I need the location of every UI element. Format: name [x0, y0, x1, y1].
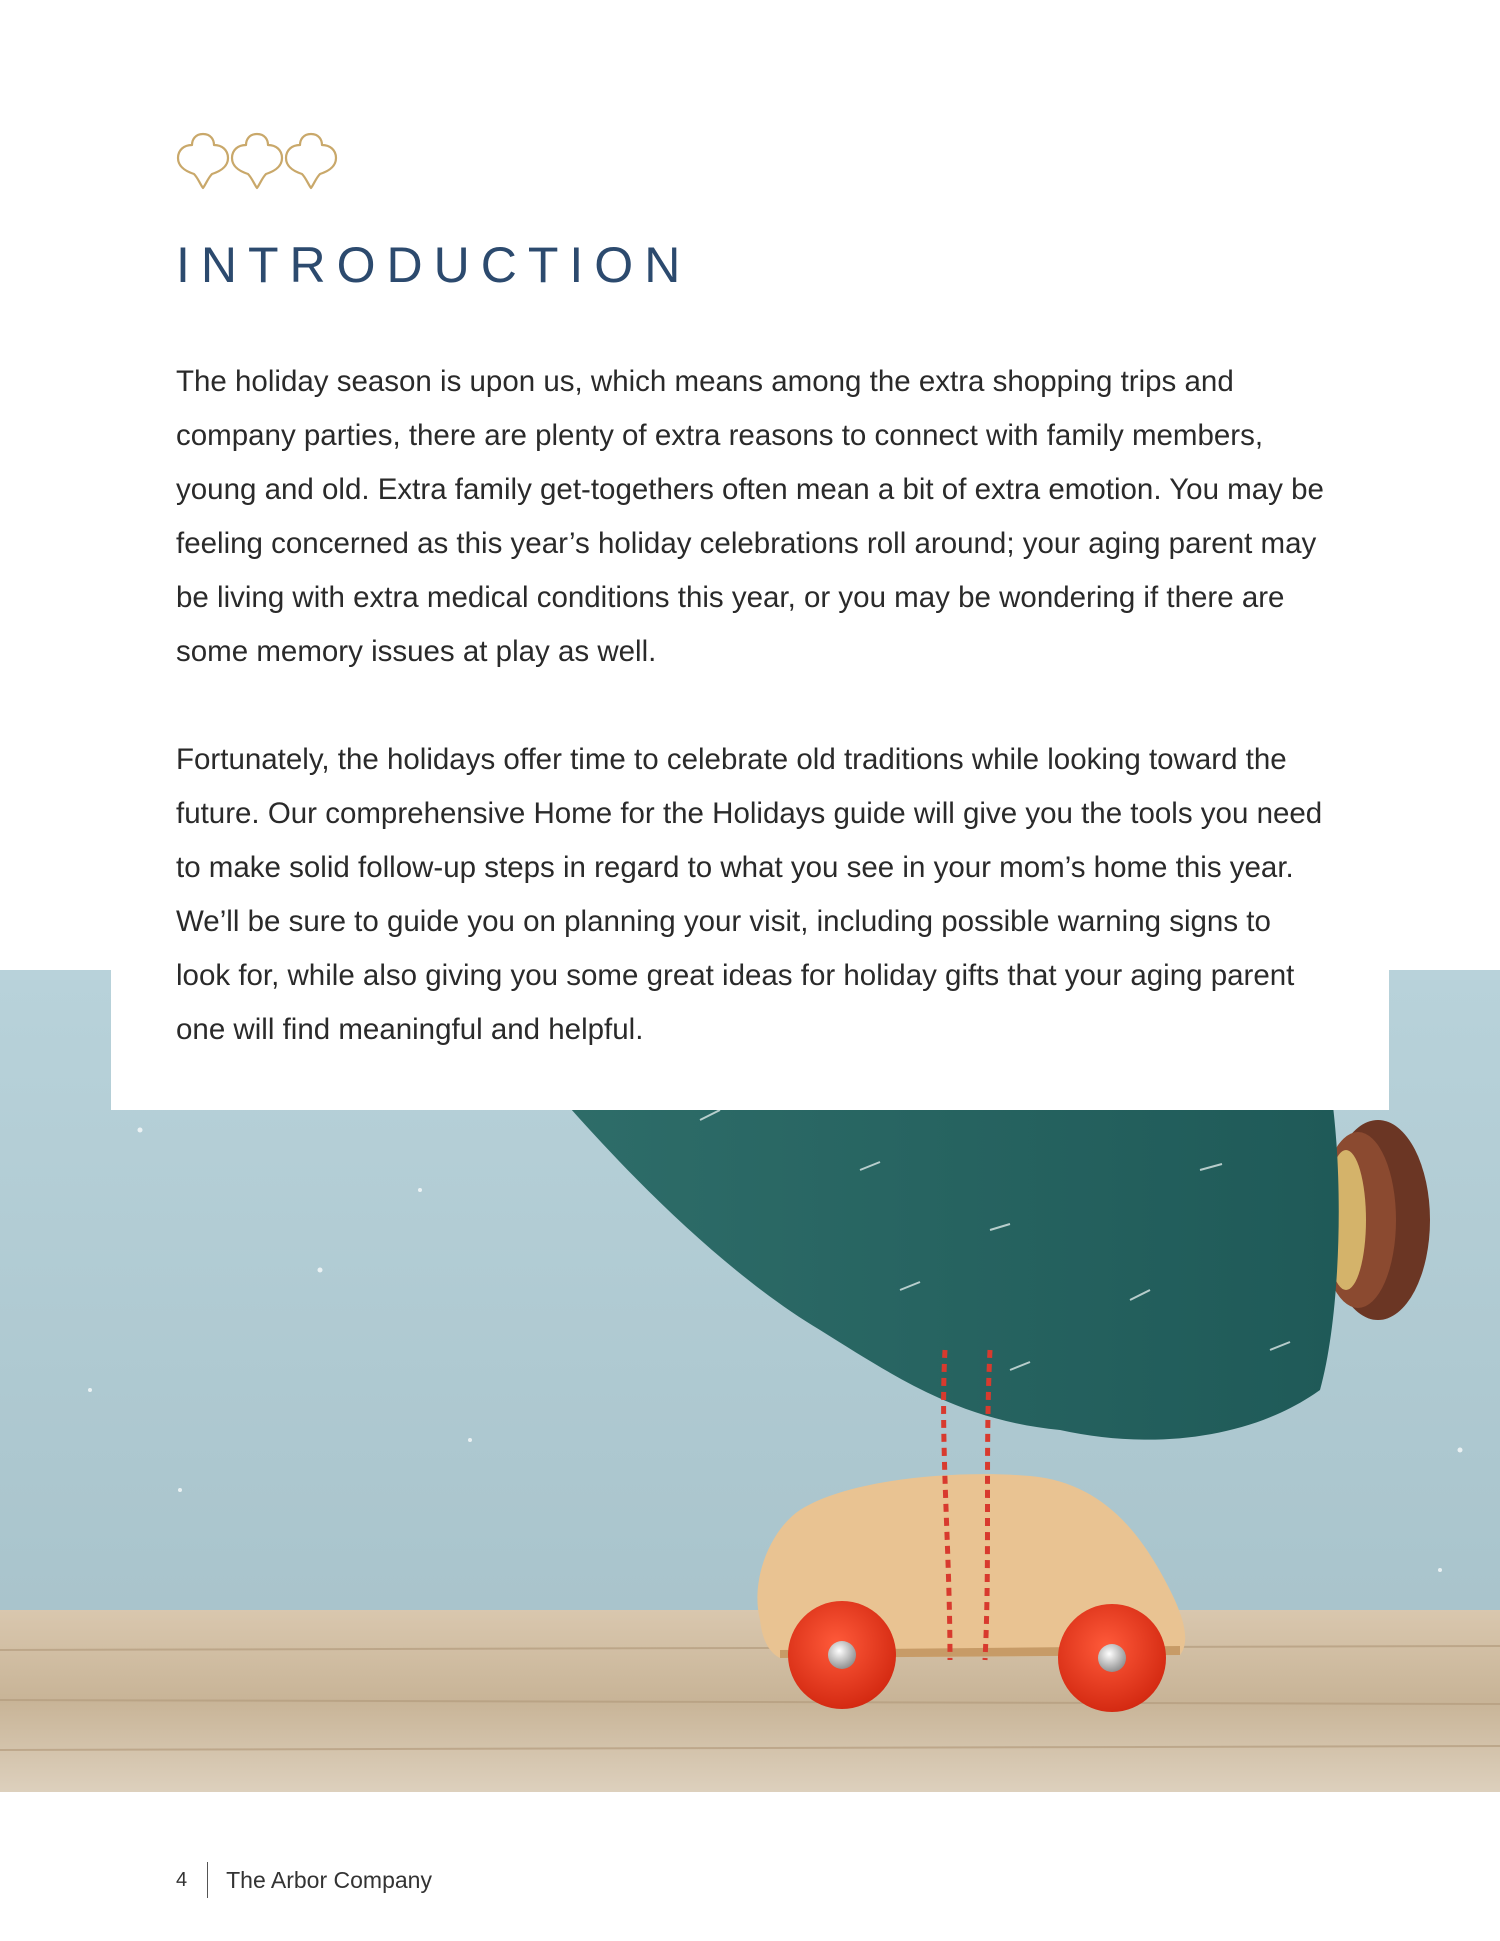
page-title: INTRODUCTION	[176, 237, 692, 293]
quatrefoil-ornament-icon	[176, 128, 338, 192]
intro-paragraph-1: The holiday season is upon us, which means among the extra shopping trips and company parties, there are plenty of extra reasons to connect with family members, young and old. Extra family get-togethers often mean a bit of extra emotion. You may be feeling concerned as this year’s holiday celebrations roll around; your aging parent may be living with extra medical conditions this year, or you may be wondering if there are some memory issues at play as well.	[176, 365, 1324, 668]
intro-paragraph-2: Fortunately, the holidays offer time to celebrate old traditions while looking toward the future. Our comprehensive Home for the Holidays guide will give you the tools you need to make solid follow-up steps in regard to what you see in your mom’s home this year. We’ll be sure to guide you on planning your visit, including possible warning signs to look for, while also giving you some great ideas for holiday gifts that your aging parent one will find meaningful and helpful.	[176, 743, 1323, 1046]
footer-divider	[207, 1862, 208, 1898]
page-footer	[176, 1862, 432, 1898]
page-number: 4	[176, 1868, 188, 1891]
company-name: The Arbor Company	[226, 1866, 432, 1893]
